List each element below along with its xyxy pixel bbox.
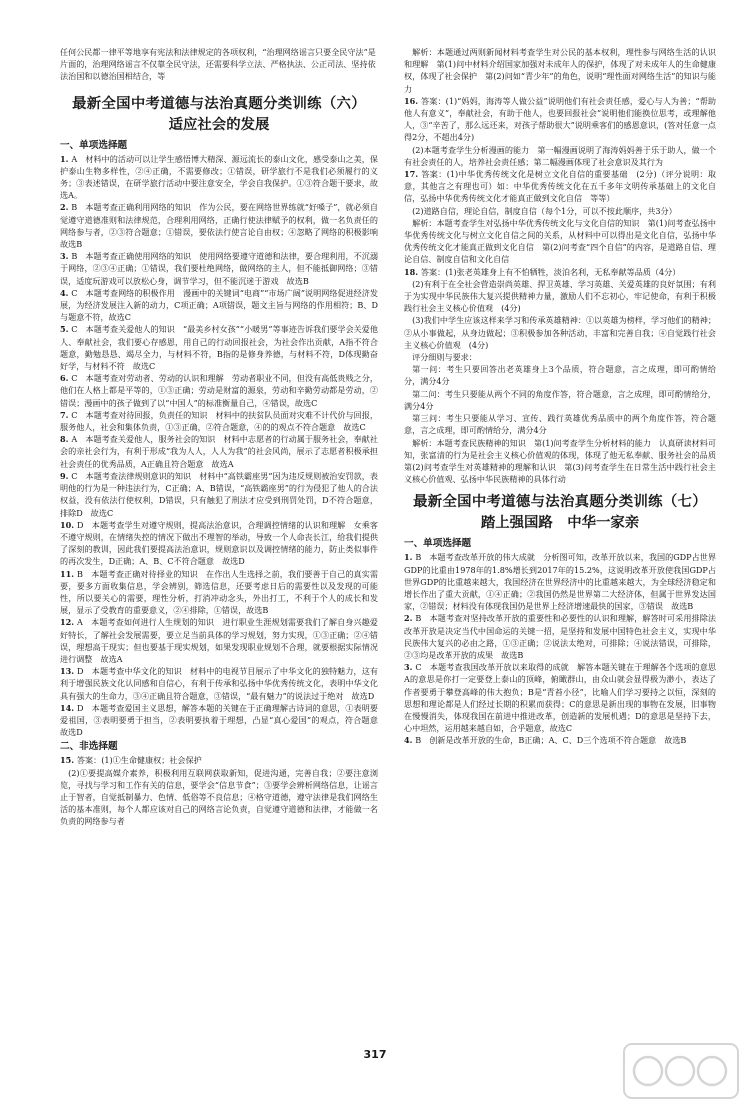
- section-6-open-item: [60, 767, 378, 828]
- item-text: 评分细则与要求：: [412, 352, 477, 363]
- section-6-choice-item: [60, 616, 378, 665]
- item-number: 6.: [60, 373, 72, 384]
- item-number: 10.: [60, 519, 77, 530]
- item-number: 11.: [60, 568, 78, 579]
- item-number: 7.: [60, 409, 72, 420]
- section-7-part-1-heading: 一、单项选择题: [404, 538, 472, 550]
- section-6-choice-item: [60, 372, 378, 409]
- item-text: 答案：(1)中华优秀传统文化是树立文化自信的重要基础 (2分)（评分说明：取意，其他言之有理也可）如：中华优秀传统文化在五千多年文明传承基础上的文化自信，弘扬中华优秀传统文化才能真正做到文化自信 等等）: [404, 169, 716, 204]
- item-number: 3.: [60, 251, 72, 262]
- left-column: [60, 46, 387, 828]
- item-text: (2)本题考查学生分析漫画的能力 第一幅漫画说明了海涛妈妈善于乐于助人，做一个有社会责任的人，培养社会责任感；第二幅漫画体现了社会意识及其行为: [404, 144, 716, 167]
- section-6-choice-item: [60, 519, 378, 568]
- item-text: 第二问：考生只要能从两个不同的角度作答，符合题意，言之成理，即可酌情给分，满分4分: [404, 388, 716, 411]
- item-text: A 本题考查如何进行人生规划的知识 进行职业生涯规划需要我们了解自身兴趣爱好特长，了解社会发展需要，要立足当前具体的学习规划，努力实现，①③正确；②④错误，理想高于现实；但也要基于现实规划，如果发现职业规划不合理，就要根据实际情况进行调整 故选A: [60, 617, 378, 664]
- item-text: D 本题考查中华文化的知识 材料中的电视节目展示了中华文化的独特魅力，这有利于增强民族文化认同感和自信心，有利于传承和弘扬中华优秀传统文化，表明中华文化具有强大的生命力，③④正确且符合题意，③错误，“最有魅力”的说法过于绝对 故选D: [60, 666, 378, 701]
- section-6-choice-item: [60, 201, 387, 250]
- answer-continuation-item: [404, 388, 716, 412]
- answer-continuation-item: [404, 217, 716, 266]
- section-6-choice-item: [60, 568, 378, 617]
- item-number: 8.: [60, 434, 72, 445]
- item-text: B 本题考查改革开放的伟大成就 分析图可知，改革开放以来，我国的GDP占世界GDP的比重由1978年的1.8%增长到2017年的15.2%，这说明改革开放使我国GDP占世界GDP的比重越来越大，我国经济在世界经济中的比重越来越大，为全球经济稳定和增长作出了重大贡献，①④正确；②我国仍然是世界第二大经济体，但属于世界发达国家，②错误；材料没有体现我国仍是世界上经济增速最快的国家，③错误 故选B: [404, 552, 716, 612]
- section-7-choice-item: [404, 612, 725, 661]
- item-text: A 本题考查关爱他人，服务社会的知识 材料中志愿者的行动属于服务社会，奉献社会的亲社会行为，有利于形成“我为人人，人人为我”的社会风尚，展示了志愿者积极承担社会责任的优秀品质，A正确且符合题意 故选A: [60, 434, 378, 469]
- item-text: C 本题考查我国改革开放以来取得的成就 解答本题关键在于理解各个选项的意思 A的意思是你打一定要登上泰山的顶峰，俯瞰群山，由众山就会显得极为渺小，表达了作者要勇于攀登高峰的伟大抱负；B是“青苔小径”，比喻人们学习要持之以恒，深刻的思想和理论都是人们经过长期的积累而获得；C的意思是新出现的事物在发展，旧事物在慢慢消失，体现我国在前进中推进改革，创造新的发展机遇；D的意思是坚持下去，心中坦然，运用越来越自如，合乎题意，故选C: [404, 662, 725, 734]
- item-text: B 本题考查正确利用网络的知识 作为公民，要在网络世界练就“好嗓子”，就必须自觉遵守道德准则和法律规范，合理利用网络，正确行使法律赋予的权利，做一名负责任的网络参与者，②③符合题意；①错误，要依法行使言论自由权；④忽略了网络的积极影响 故选B: [60, 202, 387, 250]
- section-7-choice-item: [404, 661, 725, 734]
- item-text: B 本题考查对坚持改革开放的重要性和必要性的认识和理解，解答时可采用排除法 改革开放是决定当代中国命运的关键一招，是坚持和发展中国特色社会主义，实现中华民族伟大复兴的必由之路，①③正确；②说法太绝对，可排除；④说法错误，可排除，②③均是改革开放的成果 故选B: [404, 613, 725, 660]
- section-6-choice-item: [60, 409, 378, 433]
- section-7-choice-item: [404, 551, 716, 612]
- item-number: 4.: [404, 735, 416, 746]
- item-number: 3.: [404, 662, 416, 673]
- item-number: 18.: [404, 266, 421, 277]
- section-6-choice-item: [60, 702, 387, 739]
- answer-continuation-item: [404, 95, 716, 144]
- item-text: (3)我们中学生应该这样来学习和传承英雄精神：①以英雄为榜样，学习他们的精神；②从小事做起，从身边做起；③积极参加各种活动，丰富和完善自我；④自觉践行社会主义核心价值观 (4分): [404, 315, 716, 350]
- item-number: 13.: [60, 666, 77, 677]
- answer-continuation-item: [404, 412, 716, 436]
- item-number: 2.: [60, 202, 72, 213]
- answer-continuation-item: [404, 351, 716, 363]
- item-text: C 本题考查关爱他人的知识 “最美乡村女孩”“小暖男”等事迹告诉我们要学会关爱他人、奉献社会，我们要心存感恩，用自己的行动回报社会，为社会作出贡献，A指不符合题意，勤勉恳恳、竭尽全力，与材料不符，B指的是修身养德，与材料不符，D体现勤奋好学，与材料不符 故选C: [60, 324, 378, 372]
- item-number: 17.: [404, 169, 422, 180]
- item-text: B 本题考查正确使用网络的知识 使用网络要遵守道德和法律，要合理利用，不沉溺于网络，②③④正确；①错误，我们要杜绝网络，做网络的主人，但不能抵御网络；③错误，适度玩游戏可以放松心身，调节学习，但不能沉迷于游戏 故选B: [60, 251, 378, 286]
- item-number: 2.: [404, 613, 416, 624]
- item-text: C 本题考查法律规则意识的知识 材料中“高铁霸座男”因为违反规则被治安罚款，表明他的行为是一种违法行为，C正确；A、B错误，“高铁霸座男”的行为侵犯了他人的合法权益，没有依法行使权利，D错误，只有触犯了刑法才应受到刑罚处罚，D不符合题意，排除D 故选C: [60, 470, 378, 518]
- item-text: (2)有利于在全社会营造崇尚英雄、捍卫英雄、学习英雄、关爱英雄的良好氛围；有利于为实现中华民族伟大复兴提供精神力量，激励人们不忘初心，牢记使命，有利于积极践行社会主义核心价值观 (4分): [404, 278, 716, 314]
- answer-continuation-item: [404, 314, 716, 351]
- item-number: 1.: [60, 153, 72, 164]
- item-text: A 材料中的活动可以让学生感悟博大精深、源远流长的泰山文化，感受泰山之美，保护泰山生物多样性，②④正确，不需要修改；①错误，研学旅行不是我们必须履行的义务；③表述错误，在研学旅行活动中要注意安全，学会自我保护。①③符合题干要求，故选A。: [60, 153, 378, 201]
- answer-continuation-item: [404, 266, 716, 278]
- page-number: 317: [363, 1048, 387, 1061]
- section-6-part-2-heading: 二、非选择题: [60, 741, 118, 753]
- item-text: 第三问：考生只要能从学习、宣传、践行英雄优秀品质中的两个角度作答，符合题意，言之成理，即可酌情给分，满分4分: [404, 413, 716, 436]
- section-6-choice-item: [60, 323, 378, 372]
- section-6-choice-item: [60, 153, 378, 202]
- item-text: 第一问：考生只要回答出老英雄身上3个品质，符合题意，言之成理，即可酌情给分，满分4分: [404, 364, 716, 387]
- item-number: 14.: [60, 702, 77, 713]
- item-number: 5.: [60, 324, 72, 335]
- item-text: 答案：(1)“妈妈，海涛等人做公益”说明他们有社会责任感，爱心与人为善；“帮助他人有意义”，奉献社会，有助于他人，也要回报社会”说明他们能换位思考，或理解他人，③“辛苦了，那么远还来，对孩子帮助很大”说明乘客们的感恩意识，(答对任意一点得2分，不超出4分): [404, 95, 716, 143]
- answer-continuation-item: [404, 46, 716, 95]
- section-7-choice-item: [404, 734, 716, 746]
- item-text: 答案：(1)张老英雄身上有不怕牺牲，淡泊名利，无私奉献等品质（4分）: [420, 266, 681, 277]
- item-number: 4.: [60, 287, 72, 298]
- item-text: 答案：(1)①生命健康权；社会保护: [76, 755, 202, 766]
- item-text: C 本题考查网络的积极作用 漫画中的关键词“电商”“市场广阔”说明网络促进经济发展，为经济发展注入新的动力，C项正确；A项错误，题文主旨与网络的作用相符；B、D与题意不符，故选C: [60, 287, 378, 323]
- section-7-subtitle: 踏上强国路 中华一家亲: [480, 515, 640, 532]
- item-number: 1.: [404, 552, 416, 563]
- section-7-choice-list: [404, 551, 725, 746]
- section-6-choice-item: [60, 470, 378, 519]
- item-number: 16.: [404, 95, 422, 106]
- item-text: 解析：本题通过两则新闻材料考查学生对公民的基本权利，理性参与网络生活的认识和理解 第(1)问中材料介绍国家加强对未成年人的保护，体现了对未成年人的生命健康权，体现了社会保护 第(2)问如“青少年”的角色，说明“理性面对网络生活”的知识与能力: [404, 47, 716, 94]
- section-6-choice-item: [60, 665, 378, 702]
- section-6-choice-item: [60, 433, 378, 470]
- item-text: D 本题考查爱国主义思想，解答本题的关键在于正确理解古诗词的意思，①表明要爱祖国，③表明要勇于担当，②表明要执着于理想，凸显“真心爱国”的观点，符合题意 故选D: [60, 702, 387, 738]
- answer-continuation-item: [404, 437, 725, 486]
- section-7-title: 最新全国中考道德与法治真题分类训练（七）: [413, 494, 707, 511]
- item-text: B 本题考查正确对待择业的知识 在作出人生选择之前，我们要善于自己的真实需要，要多方面收集信息，学会辨别，筛选信息，还要考虑日后的需要性以及发现的可能性，所以要关心的需要，理性分析，打消冲动念头，外出打工，不利于个人的成长和发展，显示了受教育的重要意义，②④排除，①错误，故选B: [60, 568, 379, 616]
- answer-continuation-item: [404, 144, 716, 168]
- answer-continuation-item: [404, 363, 716, 387]
- right-column: [404, 46, 725, 747]
- item-text: B 创新是改革开放的生命，B正确；A、C、D三个选项不符合题意 故选B: [415, 735, 687, 746]
- item-number: 9.: [60, 470, 72, 481]
- item-number: 15.: [60, 755, 77, 766]
- intro-paragraph: 任何公民都一律平等地享有宪法和法律规定的各项权利，“治理网络谣言只要全民守法”是片面的，治理网络谣言不仅靠全民守法，还需要科学立法、严格执法、公正司法、坚持依法治国和以德治国相结合，等: [60, 47, 376, 82]
- item-text: C 本题考查对劳动者、劳动的认识和理解 劳动者职业不同，但没有高低贵贱之分，他们在人格上都是平等的，①③正确；劳动是财富的源泉，劳动和辛勤劳动都是劳动，②错误；漫画中的孩子做到了以“中国人”的标准衡量自己，④错误，故选C: [60, 373, 378, 408]
- item-text: 解析：本题考查学生对弘扬中华优秀传统文化与文化自信的知识 第(1)问考查弘扬中华优秀传统文化与树立文化自信之间的关系，从材料中可以得出是文化自信，弘扬中华优秀传统文化才能真正做到文化自信 第(2)问考查“四个自信”的内容，是道路自信、理论自信、制度自信和文化自信: [404, 217, 716, 265]
- answer-continuation-list: [404, 46, 725, 485]
- item-text: (2)①要提高媒介素养，积极利用互联网获取新知，促进沟通，完善自我；②要注意浏览，寻找与学习和工作有关的信息，要学会“信息节食”；③要学会辨析网络信息，让谣言止于智者，自觉抵制暴力、色情、低俗等不良信息；④格守道德，遵守法律是我们网络生活的基本准则，每个人都应该对自己的网络言论负责，自觉遵守道德和法律，才能做一名负责的网络参与者: [60, 767, 378, 827]
- answer-continuation-item: [404, 278, 716, 315]
- section-6-subtitle: 适应社会的发展: [168, 116, 270, 133]
- watermark-logo: [622, 1042, 740, 1100]
- item-text: C 本题考查对待回报，负责任的知识 材料中的扶贫队员面对灾难不计代价与回报，服务他人，社会和集体负责，①③正确，②符合题意，④的的观点不符合题意 故选C: [60, 409, 378, 433]
- section-6-choice-item: [60, 250, 378, 287]
- item-text: D 本题考查学生对遵守规则，提高法治意识，合理调控情绪的认识和理解 女乘客不遵守规则，在情绪失控的情况下做出不理智的举动，导致一个人命丧长江，给我们提供了深刻的教训，因此我们要提高法治意识，规则意识以及调控情绪的能力，防止类似事件的再次发生，D正确；A、B、C不符合题意 故选D: [60, 519, 378, 567]
- answer-continuation-item: [404, 205, 716, 217]
- item-text: (2)道路自信，理论自信，制度自信（每个1分，可以不按此顺序，共3分）: [412, 205, 677, 216]
- item-number: 12.: [60, 617, 78, 628]
- section-6-choice-item: [60, 287, 378, 324]
- section-6-part-1-heading: 一、单项选择题: [60, 139, 128, 151]
- section-6-open-question-list: [60, 754, 378, 827]
- answer-continuation-item: [404, 168, 716, 205]
- section-6-choice-list: [60, 153, 387, 739]
- item-text: 解析：本题考查民族精神的知识 第(1)问考查学生分析材料的能力 认真研读材料可知，张富清的行为是社会主义核心价值观的体现，体现了他无私奉献、服务社会的品质 第(2)问考查学生对英雄精神的理解和认识 第(3)问考查学生在日常生活中践行社会主义核心价值观、弘扬中华民族精神的具体行动: [404, 437, 725, 485]
- section-6-title: 最新全国中考道德与法治真题分类训练（六）: [72, 95, 366, 112]
- section-6-open-item: [60, 754, 378, 766]
